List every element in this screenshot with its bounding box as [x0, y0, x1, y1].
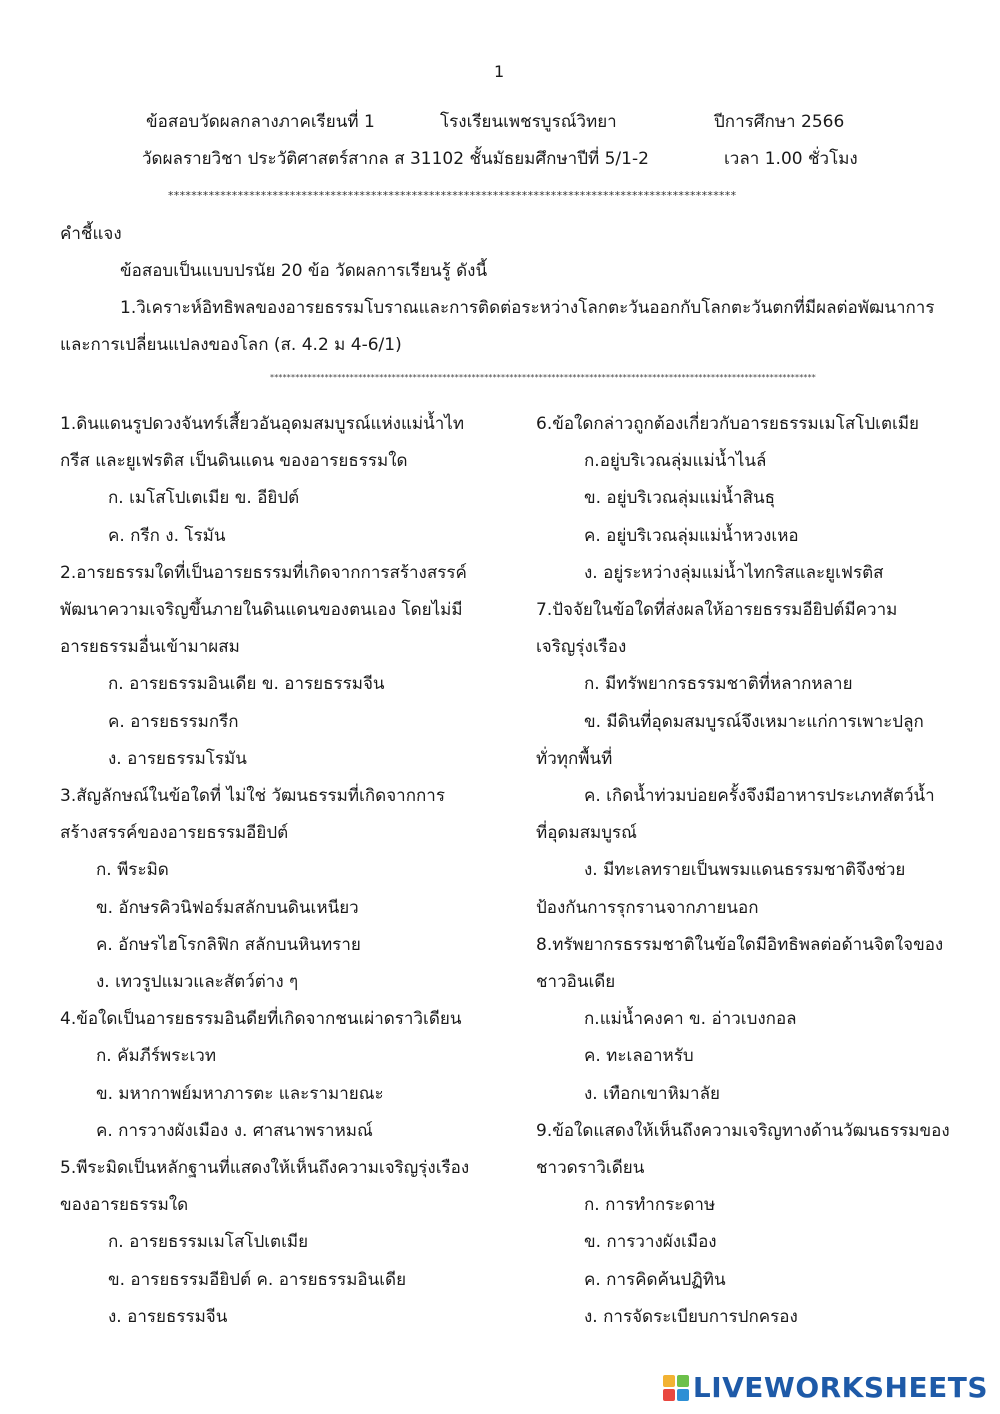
left-question-line: ของอารยธรรมใด	[60, 1195, 189, 1215]
right-question-line: 7.ปัจจัยในข้อใดที่ส่งผลให้อารยธรรมอียิปต์มีความ	[536, 600, 898, 620]
right-question-line: 8.ทรัพยากรธรรมชาติในข้อใดมีอิทธิพลต่อด้านจิตใจของ	[536, 935, 944, 955]
left-question-line: อารยธรรมอื่นเข้ามาผสม	[60, 637, 240, 657]
liveworksheets-logo	[663, 1371, 988, 1404]
left-question-line: 4.ข้อใดเป็นอารยธรรมอินดียที่เกิดจากชนเผ่าดราวิเดียน	[60, 1009, 462, 1029]
exam-title: ข้อสอบวัดผลกลางภาคเรียนที่ 1	[146, 112, 375, 132]
right-question-line: ป้องกันการรุกรานจากภายนอก	[536, 898, 759, 918]
liveworksheets-wordmark: LIVEWORKSHEETS	[692, 1371, 988, 1404]
right-question-line: ง. การจัดระเบียบการปกครอง	[584, 1307, 798, 1327]
instructions-line: ข้อสอบเป็นแบบปรนัย 20 ข้อ วัดผลการเรียนรู้ ดังนี้	[120, 261, 488, 281]
left-question-line: ก. คัมภีร์พระเวท	[96, 1046, 217, 1066]
page-number: 1	[494, 62, 505, 81]
subject-line: วัดผลรายวิชา ประวัติศาสตร์สากล ส 31102 ชั้นมัธยมศึกษาปีที่ 5/1-2	[142, 149, 649, 169]
school-name: โรงเรียนเพชรบูรณ์วิทยา	[440, 112, 617, 132]
right-question-line: เจริญรุ่งเรือง	[536, 637, 627, 657]
left-question-line: ค. กรีก ง. โรมัน	[108, 526, 226, 546]
liveworksheets-icon	[663, 1375, 689, 1401]
left-question-line: ข. อารยธรรมอียิปต์ ค. อารยธรรมอินเดีย	[108, 1270, 407, 1290]
right-question-line: ค. ทะเลอาหรับ	[584, 1046, 694, 1066]
right-question-line: ค. การคิดค้นปฏิทิน	[584, 1270, 726, 1290]
instructions-objective: 1.วิเคราะห์อิทธิพลของอารยธรรมโบราณและการติดต่อระหว่างโลกตะวันออกกับโลกตะวันตกที่มีผลต่อพัฒนาการ	[120, 298, 935, 318]
left-question-line: 3.สัญลักษณ์ในข้อใดที่ ไม่ใช่ วัฒนธรรมที่เกิดจากการ	[60, 786, 445, 806]
left-question-line: ก. เมโสโปเตเมีย ข. อียิปต์	[108, 488, 300, 508]
instructions-separator: **********************************************************************************************************************************	[270, 373, 816, 382]
left-question-line: 5.พีระมิดเป็นหลักฐานที่แสดงให้เห็นถึงความเจริญรุ่งเรือง	[60, 1158, 470, 1178]
right-question-line: ทั่วทุกพื้นที่	[536, 749, 613, 769]
left-question-line: ก. อารยธรรมอินเดีย ข. อารยธรรมจีน	[108, 674, 385, 694]
instructions-objective-cont: และการเปลี่ยนแปลงของโลก (ส. 4.2 ม 4-6/1)	[60, 335, 402, 355]
right-question-line: ชาวอินเดีย	[536, 972, 616, 992]
right-question-line: ก. การทำกระดาษ	[584, 1195, 716, 1215]
left-question-line: ข. มหากาพย์มหาภารตะ และรามายณะ	[96, 1084, 384, 1104]
header-separator: **************************************************************************************************	[168, 189, 737, 202]
right-question-line: ง. มีทะเลทรายเป็นพรมแดนธรรมชาติจึงช่วย	[584, 860, 906, 880]
right-question-line: ค. เกิดน้ำท่วมบ่อยครั้งจึงมีอาหารประเภทสัตว์น้ำ	[584, 786, 935, 806]
left-question-line: พัฒนาความเจริญขึ้นภายในดินแดนของตนเอง โดยไม่มี	[60, 600, 463, 620]
right-question-line: ก. มีทรัพยากรธรรมชาติที่หลากหลาย	[584, 674, 853, 694]
right-question-line: ง. เทือกเขาหิมาลัย	[584, 1084, 720, 1104]
right-question-line: ง. อยู่ระหว่างลุ่มแม่น้ำไทกริสและยูเฟรติส	[584, 563, 884, 583]
academic-year: ปีการศึกษา 2566	[714, 112, 845, 132]
right-question-line: ข. มีดินที่อุดมสมบูรณ์จึงเหมาะแก่การเพาะปลูก	[584, 712, 924, 732]
right-question-line: ชาวดราวิเดียน	[536, 1158, 645, 1178]
left-question-line: ข. อักษรคิวนิฟอร์มสลักบนดินเหนียว	[96, 898, 359, 918]
right-question-line: ข. อยู่บริเวณลุ่มแม่น้ำสินธุ	[584, 488, 775, 508]
right-question-line: ที่อุดมสมบูรณ์	[536, 823, 637, 843]
left-question-line: สร้างสรรค์ของอารยธรรมอียิปต์	[60, 823, 289, 843]
left-question-line: ก. อารยธรรมเมโสโปเตเมีย	[108, 1232, 309, 1252]
right-question-line: 9.ข้อใดแสดงให้เห็นถึงความเจริญทางด้านวัฒนธรรมของ	[536, 1121, 950, 1141]
left-question-line: ค. อารยธรรมกรีก	[108, 712, 239, 732]
left-question-line: ก. พีระมิด	[96, 860, 169, 880]
left-question-line: 2.อารยธรรมใดที่เป็นอารยธรรมที่เกิดจากการสร้างสรรค์	[60, 563, 467, 583]
right-question-line: ค. อยู่บริเวณลุ่มแม่น้ำหวงเหอ	[584, 526, 799, 546]
instructions-title: คำชี้แจง	[60, 224, 122, 244]
left-question-line: ง. อารยธรรมโรมัน	[108, 749, 247, 769]
left-question-line: กรีส และยูเฟรติส เป็นดินแดน ของอารยธรรมใด	[60, 451, 408, 471]
left-question-line: ค. อักษรไฮโรกลิฟิก สลักบนหินทราย	[96, 935, 361, 955]
left-question-line: 1.ดินแดนรูปดวงจันทร์เสี้ยวอันอุดมสมบูรณ์แห่งแม่น้ำไท	[60, 414, 465, 434]
right-question-line: ก.อยู่บริเวณลุ่มแม่น้ำไนล์	[584, 451, 767, 471]
right-question-line: ก.แม่น้ำคงคา ข. อ่าวเบงกอล	[584, 1009, 797, 1029]
time-allowed: เวลา 1.00 ชั่วโมง	[724, 149, 858, 169]
right-question-line: 6.ข้อใดกล่าวถูกต้องเกี่ยวกับอารยธรรมเมโสโปเตเมีย	[536, 414, 919, 434]
left-question-line: ค. การวางผังเมือง ง. ศาสนาพราหมณ์	[96, 1121, 373, 1141]
left-question-line: ง. เทวรูปแมวและสัตว์ต่าง ๆ	[96, 972, 299, 992]
left-question-line: ง. อารยธรรมจีน	[108, 1307, 228, 1327]
right-question-line: ข. การวางผังเมือง	[584, 1232, 717, 1252]
